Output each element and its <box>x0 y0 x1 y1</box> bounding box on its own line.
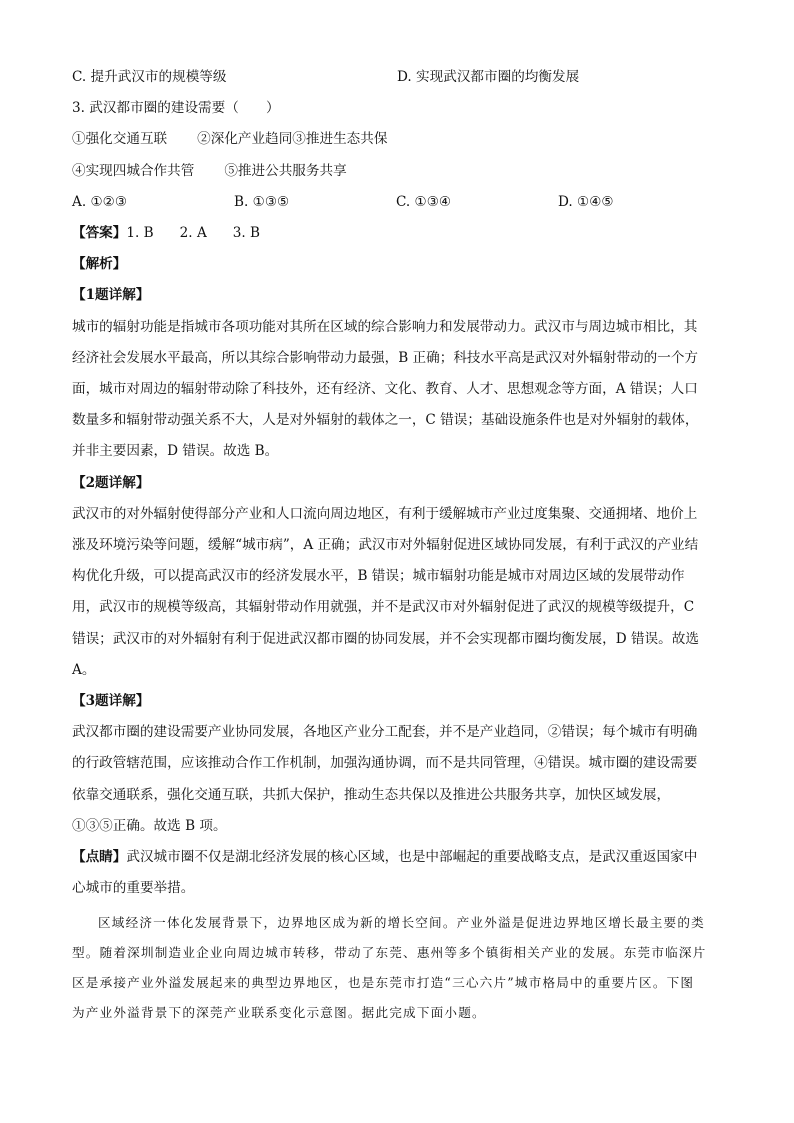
detail-1-line: 并非主要因素，D 错误。故选 B。 <box>72 443 279 460</box>
answer-3: 3. B <box>232 225 261 242</box>
detail-1-line: 面，城市对周边的辐射带动除了科技外，还有经济、文化、教育、人才、思想观念等方面，A 错误；人口 <box>72 381 698 398</box>
q3-item-4: ④实现四城合作共管 <box>72 162 195 179</box>
material-line: 区是承接产业外溢发展起来的典型边界地区，也是东莞市打造“三心六片”城市格局中的重要片区。下图 <box>72 975 695 991</box>
comment-label: 【点睛】 <box>72 849 127 866</box>
detail-3-line: ①③⑤正确。故选 B 项。 <box>72 817 227 834</box>
q2-option-d: D. 实现武汉都市圈的均衡发展 <box>397 69 580 85</box>
q2-options-row <box>72 62 722 93</box>
answer-1: 1. B <box>126 225 154 242</box>
q3-item-5: ⑤推进公共服务共享 <box>224 162 347 179</box>
material-passage <box>72 908 722 1028</box>
q3-option-c: C. ①③④ <box>396 193 452 210</box>
q3-item-2-3: ②深化产业趋同③推进生态共保 <box>197 131 388 148</box>
answer-label: 【答案】 <box>72 225 127 242</box>
detail-1-body <box>72 312 722 468</box>
document-page <box>72 62 722 1028</box>
material-line: 区域经济一体化发展背景下，边界地区成为新的增长空间。产业外溢是促进边界地区增长最主要的类 <box>98 915 705 931</box>
detail-2-line: A。 <box>72 661 96 678</box>
detail-2-line: 涨及环境污染等问题，缓解“城市病”，A 正确；武汉市对外辐射促进区域协同发展，有利于武汉的产业结 <box>72 537 699 554</box>
detail-1-line: 城市的辐射功能是指城市各项功能对其所在区域的综合影响力和发展带动力。武汉市与周边城市相比，其 <box>72 318 698 335</box>
q3-option-a: A. ①②③ <box>72 193 128 210</box>
detail-2-body <box>72 499 722 686</box>
material-line: 型。随着深圳制造业企业向周边城市转移，带动了东莞、惠州等多个镇街相关产业的发展。东莞市临深片 <box>72 945 707 961</box>
q3-option-b: B. ①③⑤ <box>234 193 290 210</box>
answer-line <box>72 218 722 249</box>
detail-3-heading: 【3题详解】 <box>72 693 150 710</box>
comment-line <box>72 842 722 873</box>
detail-3-line: 依靠交通联系，强化交通互联，共抓大保护，推动生态共保以及推进公共服务共享，加快区域发展， <box>72 786 671 803</box>
q3-stem: 3. 武汉都市圈的建设需要（ ） <box>72 100 280 117</box>
detail-2-line: 用，武汉市的规模等级高，其辐射带动作用就强，并不是武汉市对外辐射促进了武汉的规模等级提升，C <box>72 599 695 616</box>
detail-2-heading: 【2题详解】 <box>72 474 150 491</box>
analysis-heading: 【解析】 <box>72 256 127 273</box>
q3-options-row <box>72 187 722 218</box>
detail-2-line: 武汉市的对外辐射使得部分产业和人口流向周边地区，有利于缓解城市产业过度集聚、交通拥堵、地价上 <box>72 505 698 522</box>
detail-3-body <box>72 717 722 842</box>
q3-item-1: ①强化交通互联 <box>72 131 168 148</box>
detail-1-line: 经济社会发展水平最高，所以其综合影响带动力最强，B 正确；科技水平高是武汉对外辐射带动的一个方 <box>72 349 699 366</box>
comment-text: 武汉城市圈不仅是湖北经济发展的核心区域，也是中部崛起的重要战略支点，是武汉重返国家中 <box>126 849 698 866</box>
detail-3-line: 的行政管辖范围，应该推动合作工作机制，加强沟通协调，而不是共同管理，④错误。城市圈的建设需要 <box>72 755 698 772</box>
detail-2-line: 错误；武汉市的对外辐射有利于促进武汉都市圈的协同发展，并不会实现都市圈均衡发展，D 错误。故选 <box>72 630 699 647</box>
q3-items-line1 <box>72 124 722 155</box>
detail-2-line: 构优化升级，可以提高武汉市的经济发展水平，B 错误；城市辐射功能是城市对周边区域的发展带动作 <box>72 568 685 585</box>
detail-3-line: 武汉都市圈的建设需要产业协同发展，各地区产业分工配套，并不是产业趋同，②错误；每个城市有明确 <box>72 724 698 741</box>
q3-option-d: D. ①④⑤ <box>558 193 614 210</box>
comment-line: 心城市的重要举措。 <box>72 880 195 897</box>
material-line: 为产业外溢背景下的深莞产业联系变化示意图。据此完成下面小题。 <box>72 1005 486 1021</box>
q2-option-c: C. 提升武汉市的规模等级 <box>72 69 227 85</box>
q3-items-line2 <box>72 156 722 187</box>
detail-1-heading: 【1题详解】 <box>72 287 150 304</box>
detail-1-line: 数量多和辐射带动强关系不大，人是对外辐射的载体之一，C 错误；基础设施条件也是对外辐射的载体， <box>72 412 699 429</box>
answer-2: 2. A <box>179 225 207 242</box>
